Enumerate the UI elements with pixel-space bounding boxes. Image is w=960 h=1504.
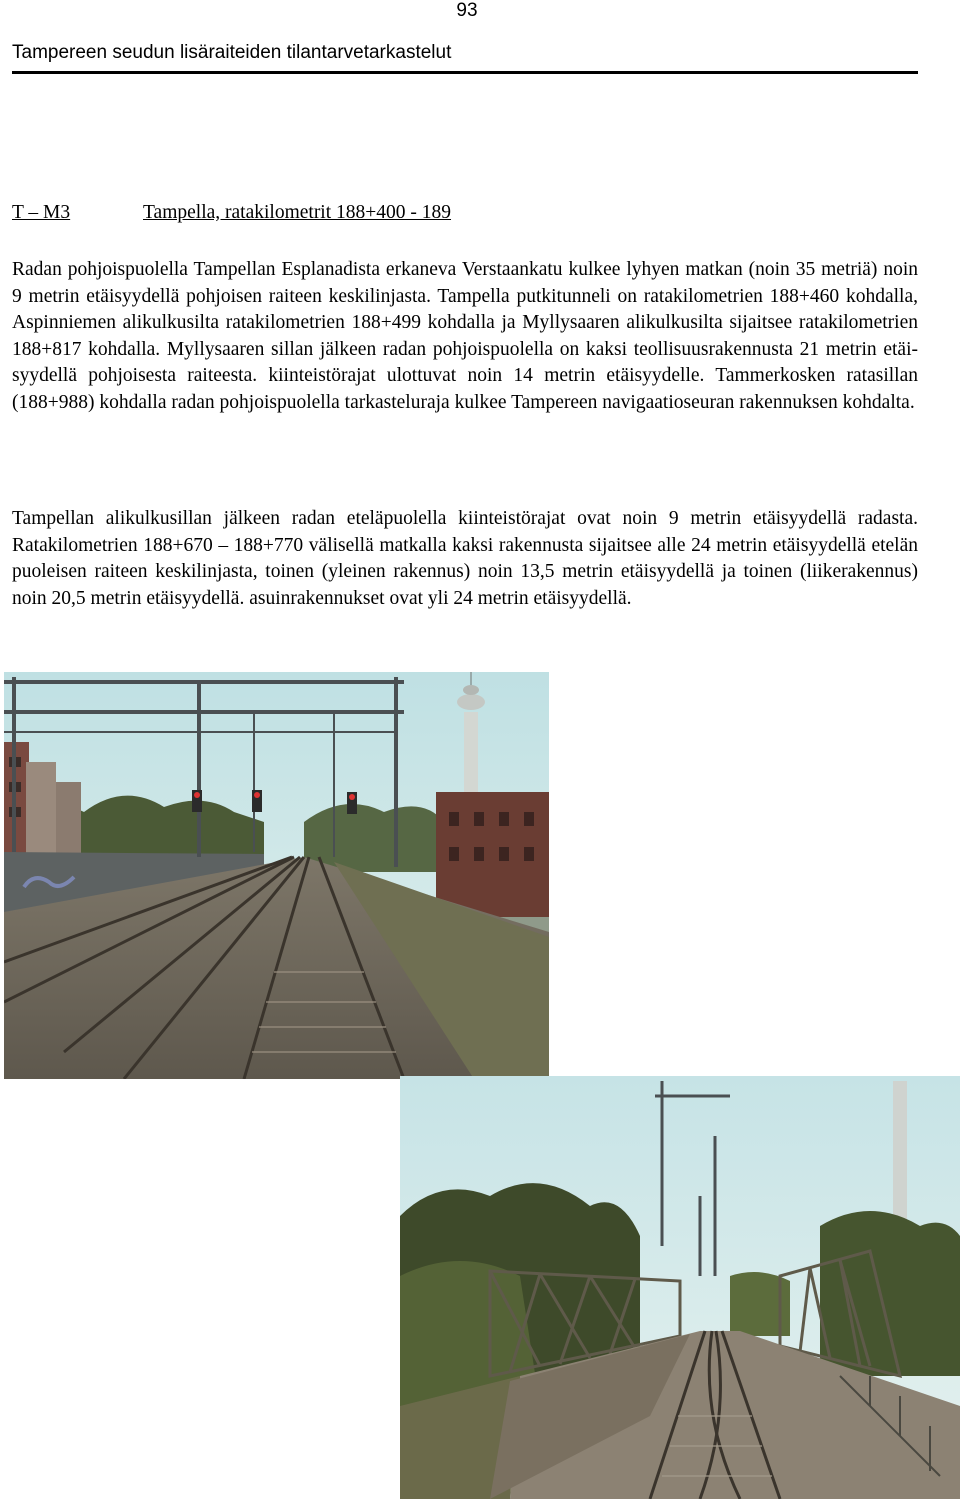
running-header: Tampereen seudun lisäraiteiden tilantarvetarkastelut [12,42,452,63]
body-paragraph: Radan pohjoispuolella Tampellan Esplanadista erkaneva Verstaankatu kulkee lyhyen matkan (noin 35 metriä) noin 9 metrin etäisyydellä pohjoisen raiteen keskilinjasta. Tampella putkitunneli on ratakilometrien 188+460 kohdalla, Aspinniemen alikulkusilta ratakilometrien 188+499 kohdalla ja Myllysaaren alikulkusilta sijaitsee ratakilometrien 188+817 kohdalla. Myllysaaren sillan jälkeen radan pohjoispuolella on kaksi teollisuusrakennusta 21 metrin etäisyydellä pohjoisesta raiteesta. kiinteistörajat ulottuvat noin 14 metrin etäisyydelle. Tammerkosken ratasillan (188+988) kohdalla radan pohjoispuolella tarkasteluraja kulkee Tampereen navigaatioseuran rakennuksen kohdalta. [12,259,918,413]
section-title: Tampella, ratakilometrit 188+400 - 189 [143,202,452,223]
railway-bridge-photo [400,1076,960,1499]
railway-photo-tampella [4,672,549,1079]
body-paragraph: Tampellan alikulkusillan jälkeen radan eteläpuolella kiinteistörajat ovat noin 9 metrin etäisyydellä radasta. Ratakilometrien 188+670 – 188+770 välisellä matkalla kaksi rakennusta sijaitsee alle 24 metrin etäisyydellä etelän puoleisen raiteen keskilinjasta, toinen (yleinen rakennus) noin 13,5 metrin etäisyydellä ja toinen (liikerakennus) noin 20,5 metrin etäisyydellä. asuinrakennukset ovat yli 24 metrin etäisyydellä. [12,508,918,609]
page-number: 93 [456,0,478,21]
section-code: T – M3 [12,202,71,223]
header-rule [12,71,918,74]
